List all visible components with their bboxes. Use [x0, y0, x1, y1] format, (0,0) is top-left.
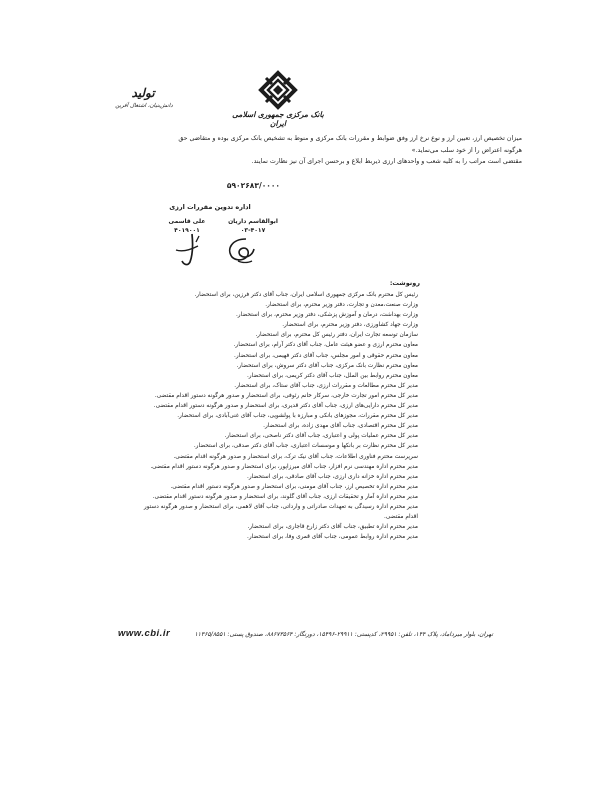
paragraph-2: مقتضی است مراتب را به کلیه شعب و واحدهای ارزی ذیربط ابلاغ و برحسن اجرای آن نیز نظارت نمایند.	[251, 158, 522, 165]
signatory-2-code: ۴۰۱۹۰۰۱	[174, 227, 200, 234]
signature-1-mark	[218, 235, 268, 265]
signatory-1-name: ابوالقاسم داریان	[228, 218, 278, 225]
list-item: مدیر کل محترم امور تجارت خارجی، سرکار خانم رئوفی، برای استحضار و صدور هرگونه دستور اقدام مقتضی.	[154, 392, 418, 399]
list-item: مدیر کل محترم اقتصادی، جناب آقای مهدی زاده، برای استحضار.	[263, 423, 418, 430]
list-item: معاون محترم روابط بین الملل، جناب آقای دکتر کریمی، برای استحضار.	[246, 372, 418, 379]
bank-name: بانک مرکزی جمهوری اسلامی ایران	[232, 110, 324, 128]
stamp-subtitle: دانش‌بنیان، اشتغال آفرین	[115, 103, 173, 109]
list-item: مدیر کل محترم مقررات، مجوزهای بانکی و مبارزه با پولشویی، جناب آقای غنی‌آبادی، برای استحضار.	[177, 413, 418, 420]
copies-list	[130, 290, 418, 542]
footer	[118, 628, 493, 639]
copies-title: رونوشت:	[389, 279, 420, 287]
list-item: وزارت بهداشت، درمان و آموزش پزشکی، دفتر وزیر محترم، برای استحضار.	[235, 312, 418, 319]
list-item: مدیر کل محترم نظارت بر بانکها و موسسات اعتباری، جناب آقای دکتر صدقی، برای استحضار.	[193, 443, 418, 450]
list-item: وزارت جهاد کشاورزی، دفتر وزیر محترم، برای استحضار.	[282, 322, 418, 329]
signatory-2-name: علی قاسمی	[168, 218, 206, 225]
signatory-1	[218, 217, 288, 235]
list-item: مدیر کل محترم مطالعات و مقررات ارزی، جناب آقای ستاک، برای استحضار.	[234, 382, 418, 389]
list-item: مدیر محترم اداره تخصیص ارز، جناب آقای مومنی، برای استحضار و صدور هرگونه دستور اقدام مقتضی.	[170, 483, 418, 490]
list-item: معاون محترم حقوقی و امور مجلس، جناب آقای دکتر فهیمی، برای استحضار.	[234, 352, 418, 359]
list-item: وزارت صنعت،معدن و تجارت، دفتر وزیر محترم، برای استحضار.	[265, 302, 418, 309]
list-item: مدیر محترم اداره مهندسی نرم افزار، جناب آقای میرزاپور، برای استحضار و صدور هرگونه دستور اقدام مقتضی.	[150, 463, 418, 470]
list-item: سازمان توسعه تجارت ایران، دفتر رئیس کل محترم، برای استحضار.	[255, 332, 418, 339]
list-item: معاون محترم ارزی و عضو هیئت عامل، جناب آقای دکتر آرام، برای استحضار.	[233, 342, 418, 349]
list-item: مدیر کل محترم عملیات پولی و اعتباری، جناب آقای دکتر ناصحی، برای استحضار.	[224, 433, 418, 440]
list-item: مدیر محترم اداره روابط عمومی، جناب آقای قمری وفا، برای استحضار.	[246, 534, 418, 541]
list-item: مدیر محترم اداره تطبیق، جناب آقای دکتر زارع قاجاری، برای استحضار.	[247, 524, 418, 531]
paragraph-1: میزان تخصیص ارز، تعیین ارز و نوع نرخ ارز وفق ضوابط و مقررات بانک مرکزی و منوط به تشخیص بانک مرکزی بوده و متقاضی حق هرگونه اعتراض را از خود سلب می‌نماید.»	[178, 135, 522, 154]
list-item: مدیر کل محترم دارایی‌های ارزی، جناب آقای دکتر قدیری، برای استحضار و صدور هرگونه دستور اقدام مقتضی.	[153, 403, 418, 410]
list-item: معاون محترم نظارت بانک مرکزی، جناب آقای دکتر سروش، برای استحضار.	[236, 362, 418, 369]
list-item: مدیر محترم اداره آمار و تحقیقات ارزی، جناب آقای گلوند، برای استحضار و صدور هرگونه دستور اقدام مقتضی.	[152, 493, 418, 500]
signature-2-mark	[162, 232, 212, 268]
list-item: رئیس کل محترم بانک مرکزی جمهوری اسلامی ایران، جناب آقای دکتر فرزین، برای استحضار.	[194, 292, 418, 298]
reference-number: ۵۹۰۲۶۸۳/۰۰۰۰	[226, 181, 280, 190]
stamp-title: تولید	[131, 86, 155, 100]
footer-address: تهران، بلوار میرداماد، پلاک ۱۴۴، تلفن: ۲۹۹۵۱، کدپستی: ۲۹۹۱۱-۱۵۴۹۶، دورنگار: ۸۸۶۷۳۵۶۴، صندوق پستی: ۱۱۳۶۵/۸۵۵۱	[194, 631, 493, 638]
list-item: سرپرست محترم فناوری اطلاعات، جناب آقای نیک ترک، برای استحضار و صدور هرگونه اقدام مقتضی.	[173, 453, 418, 460]
list-item: مدیر محترم اداره خزانه داری ارزی، جناب آقای صادقی، برای استحضار.	[246, 473, 418, 480]
website-link[interactable]: www.cbi.ir	[118, 628, 171, 639]
body-text	[170, 133, 522, 168]
signatory-1-code: ۰۳-۴۰۱۷	[240, 227, 266, 234]
signature-department: اداره تدوین مقررات ارزی	[169, 203, 251, 211]
list-item: مدیر محترم اداره رسیدگی به تعهدات صادراتی و وارداتی، جناب آقای لاهمی، برای استحضار و صدور هرگونه دستور اقدام مقتضی.	[143, 503, 418, 521]
central-bank-logo-icon	[258, 70, 298, 110]
